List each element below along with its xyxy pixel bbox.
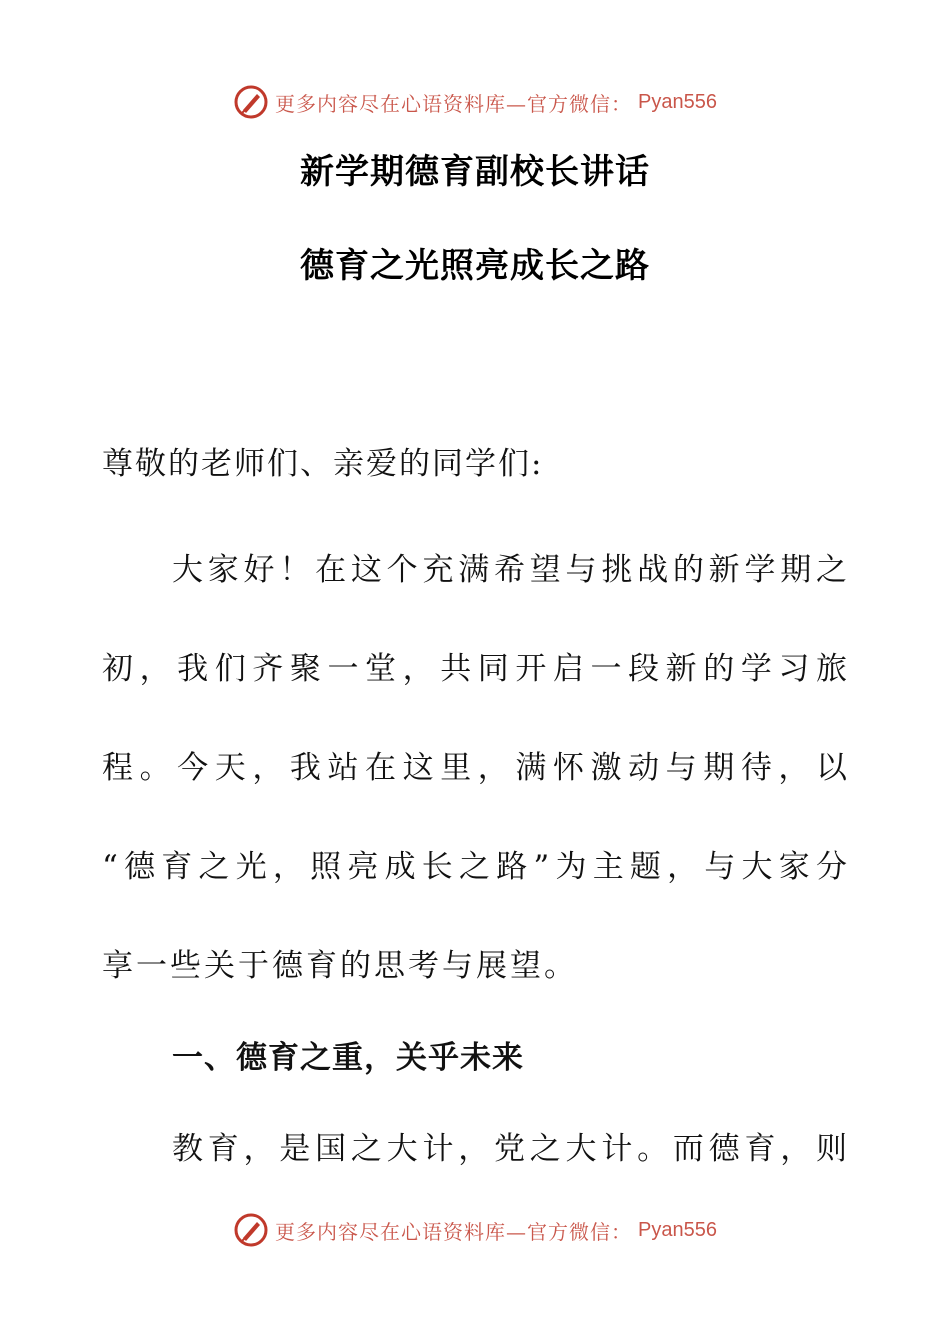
greeting: 尊敬的老师们、亲爱的同学们: xyxy=(102,446,544,482)
section-heading: 一、德育之重，关乎未来 xyxy=(172,1040,524,1076)
section1-line: 教育，是国之大计，党之大计。而德育，则 xyxy=(172,1131,850,1167)
watermark-banner-bottom xyxy=(0,1210,950,1250)
intro-line: 程。今天，我站在这里，满怀激动与期待，以 xyxy=(102,750,850,786)
banner-text: 更多内容尽在心语资料库—官方微信： xyxy=(275,1219,633,1244)
banner-wechat-id: Pyan556 xyxy=(638,90,717,113)
intro-line: 初，我们齐聚一堂，共同开启一段新的学习旅 xyxy=(102,651,850,687)
banner-text: 更多内容尽在心语资料库—官方微信： xyxy=(275,91,633,116)
document-body xyxy=(102,432,850,1199)
banner-wechat-id: Pyan556 xyxy=(638,1218,717,1241)
intro-line: “德育之光，照亮成长之路”为主题，与大家分 xyxy=(102,849,850,885)
document-subtitle: 德育之光照亮成长之路 xyxy=(300,246,650,286)
intro-paragraph xyxy=(102,521,850,1016)
section1-paragraph xyxy=(102,1100,850,1199)
intro-line: 享一些关于德育的思考与展望。 xyxy=(102,948,578,984)
quill-logo-icon xyxy=(233,84,269,120)
document-title: 新学期德育副校长讲话 xyxy=(300,152,650,192)
quill-logo-icon xyxy=(233,1212,269,1248)
intro-line: 大家好！在这个充满希望与挑战的新学期之 xyxy=(172,552,850,588)
watermark-banner-top xyxy=(0,82,950,122)
